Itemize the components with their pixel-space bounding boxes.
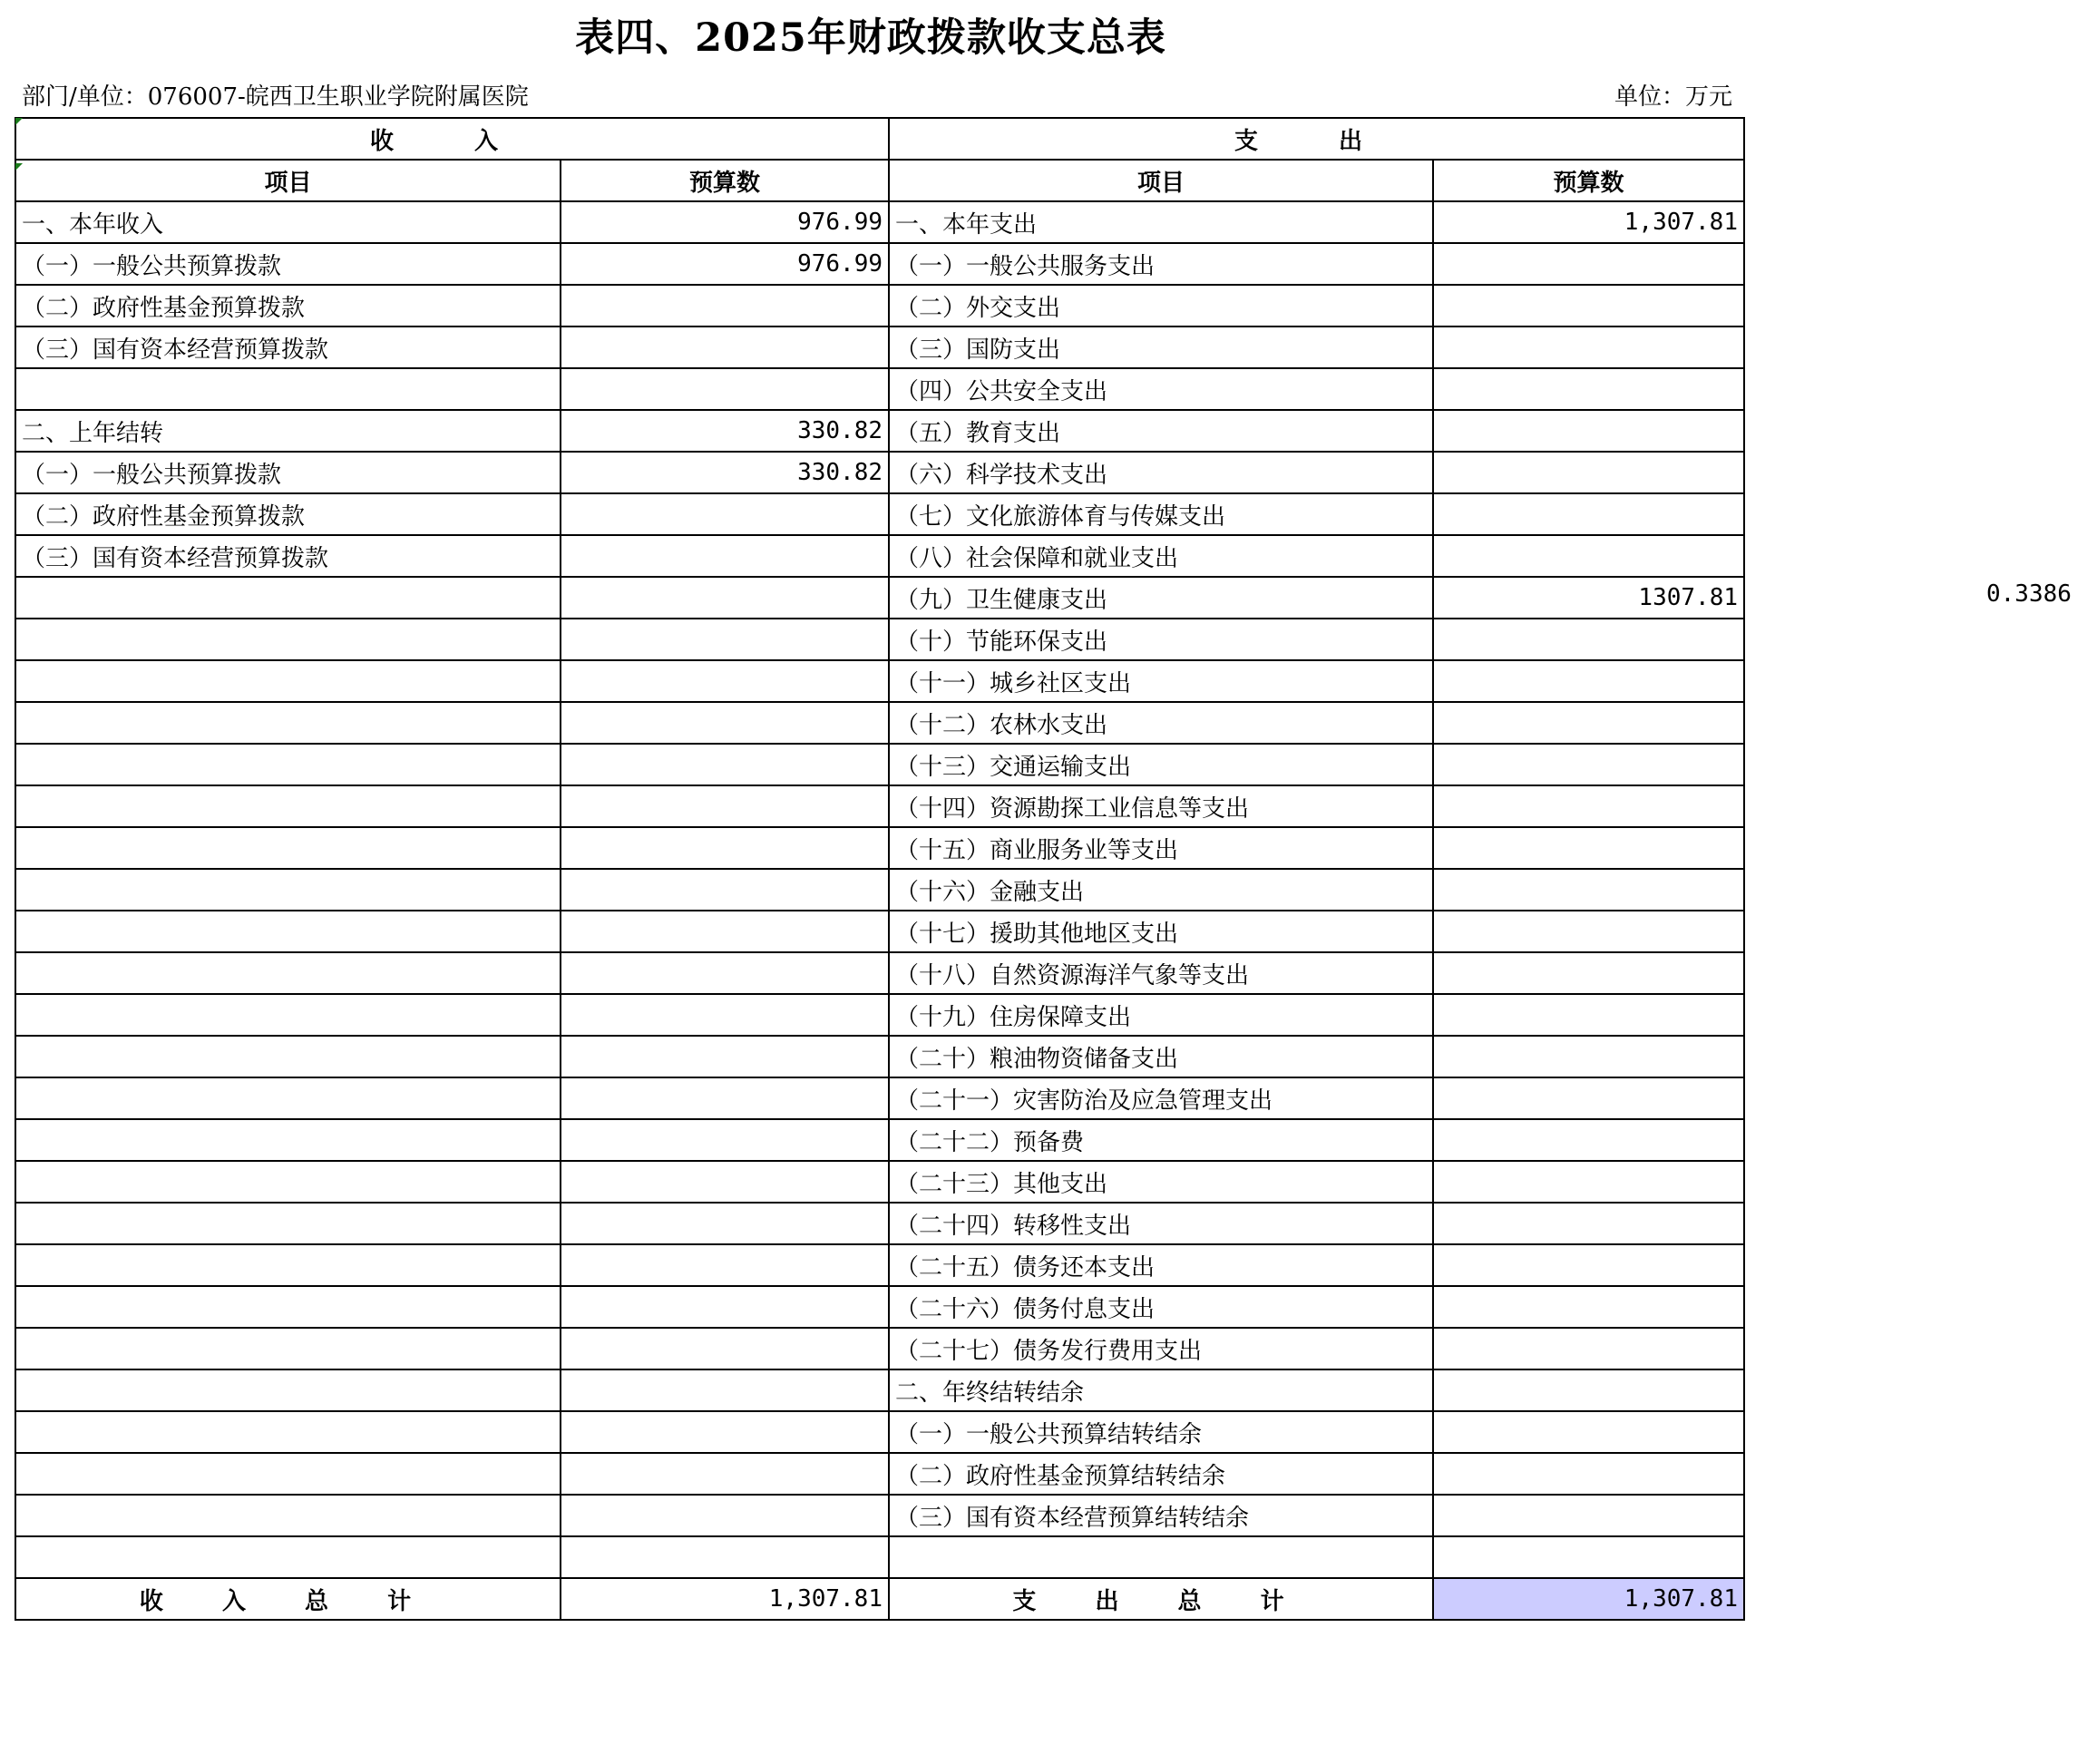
- expense-budget-cell: [1433, 1453, 1744, 1495]
- income-item-cell: [15, 785, 561, 827]
- table-row: [15, 1077, 1744, 1119]
- table-row: [15, 1536, 1744, 1578]
- expense-item-cell: （十三）交通运输支出: [889, 744, 1433, 785]
- expense-item-cell: （二十二）预备费: [889, 1119, 1433, 1161]
- table-row: [15, 660, 1744, 702]
- table-row: [15, 577, 1744, 619]
- expense-budget-cell: [1433, 1328, 1744, 1369]
- expense-budget-cell: [1433, 1036, 1744, 1077]
- income-item-cell: [15, 952, 561, 994]
- table-row: [15, 994, 1744, 1036]
- income-budget-cell: [561, 827, 889, 869]
- income-item-cell: [15, 1203, 561, 1244]
- income-budget-cell: [561, 702, 889, 744]
- expense-item-cell: （十八）自然资源海洋气象等支出: [889, 952, 1433, 994]
- expense-item-cell: （十五）商业服务业等支出: [889, 827, 1433, 869]
- income-item-cell: [15, 1036, 561, 1077]
- expense-item-cell: （二十一）灾害防治及应急管理支出: [889, 1077, 1433, 1119]
- income-item-cell: （一）一般公共预算拨款: [15, 243, 561, 285]
- expense-budget-cell: 1,307.81: [1433, 201, 1744, 243]
- table-row: [15, 410, 1744, 452]
- table-row: [15, 1328, 1744, 1369]
- expense-item-cell: （二十七）债务发行费用支出: [889, 1328, 1433, 1369]
- table-row: [15, 368, 1744, 410]
- expense-budget-cell: [1433, 452, 1744, 493]
- income-item-cell: [15, 1244, 561, 1286]
- income-item-cell: [15, 1369, 561, 1411]
- income-item-header: 项目: [15, 160, 561, 201]
- table-row: [15, 201, 1744, 243]
- expense-item-cell: （七）文化旅游体育与传媒支出: [889, 493, 1433, 535]
- column-header-row: [15, 160, 1744, 201]
- income-item-cell: 一、本年收入: [15, 201, 561, 243]
- table-row: [15, 952, 1744, 994]
- expense-budget-cell: [1433, 243, 1744, 285]
- expense-item-cell: （十）节能环保支出: [889, 619, 1433, 660]
- table-row: [15, 1369, 1744, 1411]
- income-budget-cell: [561, 285, 889, 326]
- income-budget-cell: [561, 952, 889, 994]
- income-item-cell: [15, 577, 561, 619]
- table-row: [15, 911, 1744, 952]
- income-budget-cell: [561, 326, 889, 368]
- income-item-cell: [15, 1077, 561, 1119]
- income-item-cell: [15, 1161, 561, 1203]
- income-budget-cell: [561, 1077, 889, 1119]
- expense-item-cell: （一）一般公共预算结转结余: [889, 1411, 1433, 1453]
- expense-budget-cell: [1433, 660, 1744, 702]
- income-item-cell: [15, 660, 561, 702]
- expense-item-cell: （十七）援助其他地区支出: [889, 911, 1433, 952]
- expense-budget-cell: [1433, 410, 1744, 452]
- income-item-cell: [15, 368, 561, 410]
- income-item-cell: [15, 744, 561, 785]
- table-row: [15, 1203, 1744, 1244]
- table-row: [15, 619, 1744, 660]
- expense-item-cell: （十四）资源勘探工业信息等支出: [889, 785, 1433, 827]
- table-row: [15, 827, 1744, 869]
- table-row: [15, 243, 1744, 285]
- income-budget-cell: [561, 869, 889, 911]
- expense-item-cell: （十一）城乡社区支出: [889, 660, 1433, 702]
- expense-item-cell: （二十四）转移性支出: [889, 1203, 1433, 1244]
- income-item-cell: （二）政府性基金预算拨款: [15, 493, 561, 535]
- expense-total-label: 支 出 总 计: [889, 1578, 1433, 1620]
- income-budget-cell: [561, 1161, 889, 1203]
- income-item-cell: [15, 869, 561, 911]
- expense-header: 支 出: [889, 118, 1744, 160]
- table-row: [15, 1244, 1744, 1286]
- income-item-cell: [15, 1119, 561, 1161]
- income-budget-cell: [561, 1328, 889, 1369]
- expense-budget-cell: [1433, 702, 1744, 744]
- income-budget-cell: 976.99: [561, 243, 889, 285]
- expense-budget-cell: [1433, 1161, 1744, 1203]
- income-budget-cell: [561, 744, 889, 785]
- expense-total-value: 1,307.81: [1433, 1578, 1744, 1620]
- income-header: 收 入: [15, 118, 889, 160]
- income-budget-header: 预算数: [561, 160, 889, 201]
- expense-item-cell: （三）国有资本经营预算结转结余: [889, 1495, 1433, 1536]
- budget-table: [15, 117, 1745, 1621]
- expense-item-cell: （二十三）其他支出: [889, 1161, 1433, 1203]
- income-budget-cell: [561, 1119, 889, 1161]
- expense-item-cell: （三）国防支出: [889, 326, 1433, 368]
- table-row: [15, 744, 1744, 785]
- expense-budget-cell: [1433, 1411, 1744, 1453]
- table-row: [15, 869, 1744, 911]
- income-budget-cell: 976.99: [561, 201, 889, 243]
- income-budget-cell: 330.82: [561, 452, 889, 493]
- table-row: [15, 285, 1744, 326]
- income-budget-cell: [561, 1453, 889, 1495]
- expense-item-cell: 一、本年支出: [889, 201, 1433, 243]
- expense-budget-cell: [1433, 994, 1744, 1036]
- expense-budget-cell: [1433, 619, 1744, 660]
- expense-budget-cell: [1433, 744, 1744, 785]
- unit-label: 单位：万元: [1614, 83, 1733, 111]
- expense-budget-cell: [1433, 869, 1744, 911]
- cell-marker-icon: [15, 118, 23, 125]
- expense-budget-cell: [1433, 785, 1744, 827]
- income-item-cell: 二、上年结转: [15, 410, 561, 452]
- expense-budget-cell: [1433, 1369, 1744, 1411]
- income-item-cell: [15, 827, 561, 869]
- income-budget-cell: [561, 368, 889, 410]
- income-budget-cell: 330.82: [561, 410, 889, 452]
- table-row: [15, 1411, 1744, 1453]
- table-row: [15, 1161, 1744, 1203]
- income-budget-cell: [561, 785, 889, 827]
- expense-item-cell: （二）外交支出: [889, 285, 1433, 326]
- expense-item-cell: 二、年终结转结余: [889, 1369, 1433, 1411]
- expense-budget-cell: [1433, 1495, 1744, 1536]
- expense-item-cell: （四）公共安全支出: [889, 368, 1433, 410]
- income-total-label: 收 入 总 计: [15, 1578, 561, 1620]
- income-budget-cell: [561, 911, 889, 952]
- income-budget-cell: [561, 994, 889, 1036]
- table-row: [15, 785, 1744, 827]
- expense-budget-cell: [1433, 827, 1744, 869]
- income-item-cell: [15, 619, 561, 660]
- totals-row: [15, 1578, 1744, 1620]
- income-budget-cell: [561, 1536, 889, 1578]
- expense-item-cell: [889, 1536, 1433, 1578]
- section-header-row: [15, 118, 1744, 160]
- income-item-cell: （二）政府性基金预算拨款: [15, 285, 561, 326]
- expense-item-cell: （八）社会保障和就业支出: [889, 535, 1433, 577]
- expense-budget-cell: [1433, 1077, 1744, 1119]
- income-total-value: 1,307.81: [561, 1578, 889, 1620]
- expense-item-cell: （二）政府性基金预算结转结余: [889, 1453, 1433, 1495]
- department-label: 部门/单位：076007-皖西卫生职业学院附属医院: [22, 83, 529, 111]
- table-row: [15, 452, 1744, 493]
- income-budget-cell: [561, 535, 889, 577]
- expense-budget-cell: [1433, 1203, 1744, 1244]
- table-row: [15, 326, 1744, 368]
- income-budget-cell: [561, 660, 889, 702]
- expense-budget-cell: [1433, 1244, 1744, 1286]
- table-row: [15, 1036, 1744, 1077]
- expense-item-cell: （十九）住房保障支出: [889, 994, 1433, 1036]
- table-row: [15, 702, 1744, 744]
- table-row: [15, 1119, 1744, 1161]
- page-title: 表四、2025年财政拨款收支总表: [575, 15, 1166, 61]
- expense-item-cell: （二十六）债务付息支出: [889, 1286, 1433, 1328]
- income-item-cell: [15, 1286, 561, 1328]
- expense-budget-cell: [1433, 952, 1744, 994]
- table-row: [15, 535, 1744, 577]
- income-item-cell: [15, 911, 561, 952]
- expense-item-cell: （十六）金融支出: [889, 869, 1433, 911]
- expense-budget-header: 预算数: [1433, 160, 1744, 201]
- table-row: [15, 1495, 1744, 1536]
- income-budget-cell: [561, 1286, 889, 1328]
- expense-budget-cell: [1433, 1119, 1744, 1161]
- expense-budget-cell: [1433, 1286, 1744, 1328]
- table-row: [15, 493, 1744, 535]
- expense-budget-cell: [1433, 535, 1744, 577]
- income-item-cell: [15, 702, 561, 744]
- income-budget-cell: [561, 1244, 889, 1286]
- income-item-cell: （一）一般公共预算拨款: [15, 452, 561, 493]
- expense-budget-cell: [1433, 911, 1744, 952]
- income-item-cell: （三）国有资本经营预算拨款: [15, 326, 561, 368]
- income-budget-cell: [561, 1036, 889, 1077]
- expense-budget-cell: [1433, 1536, 1744, 1578]
- income-budget-cell: [561, 493, 889, 535]
- expense-item-cell: （一）一般公共服务支出: [889, 243, 1433, 285]
- income-budget-cell: [561, 1495, 889, 1536]
- table-row: [15, 1286, 1744, 1328]
- expense-budget-cell: [1433, 493, 1744, 535]
- expense-budget-cell: [1433, 368, 1744, 410]
- side-note-value: 0.3386: [1986, 580, 2072, 608]
- expense-item-cell: （二十五）债务还本支出: [889, 1244, 1433, 1286]
- income-item-cell: （三）国有资本经营预算拨款: [15, 535, 561, 577]
- income-budget-cell: [561, 577, 889, 619]
- cell-marker-icon: [15, 163, 23, 171]
- income-budget-cell: [561, 1369, 889, 1411]
- expense-item-cell: （九）卫生健康支出: [889, 577, 1433, 619]
- income-budget-cell: [561, 1203, 889, 1244]
- expense-item-cell: （六）科学技术支出: [889, 452, 1433, 493]
- income-budget-cell: [561, 1411, 889, 1453]
- income-item-cell: [15, 1411, 561, 1453]
- income-item-cell: [15, 994, 561, 1036]
- income-item-cell: [15, 1328, 561, 1369]
- expense-item-cell: （五）教育支出: [889, 410, 1433, 452]
- expense-item-cell: （十二）农林水支出: [889, 702, 1433, 744]
- income-budget-cell: [561, 619, 889, 660]
- expense-item-header: 项目: [889, 160, 1433, 201]
- expense-budget-cell: [1433, 285, 1744, 326]
- income-item-cell: [15, 1495, 561, 1536]
- expense-budget-cell: [1433, 326, 1744, 368]
- income-item-cell: [15, 1453, 561, 1495]
- expense-item-cell: （二十）粮油物资储备支出: [889, 1036, 1433, 1077]
- table-row: [15, 1453, 1744, 1495]
- expense-budget-cell: 1307.81: [1433, 577, 1744, 619]
- income-item-cell: [15, 1536, 561, 1578]
